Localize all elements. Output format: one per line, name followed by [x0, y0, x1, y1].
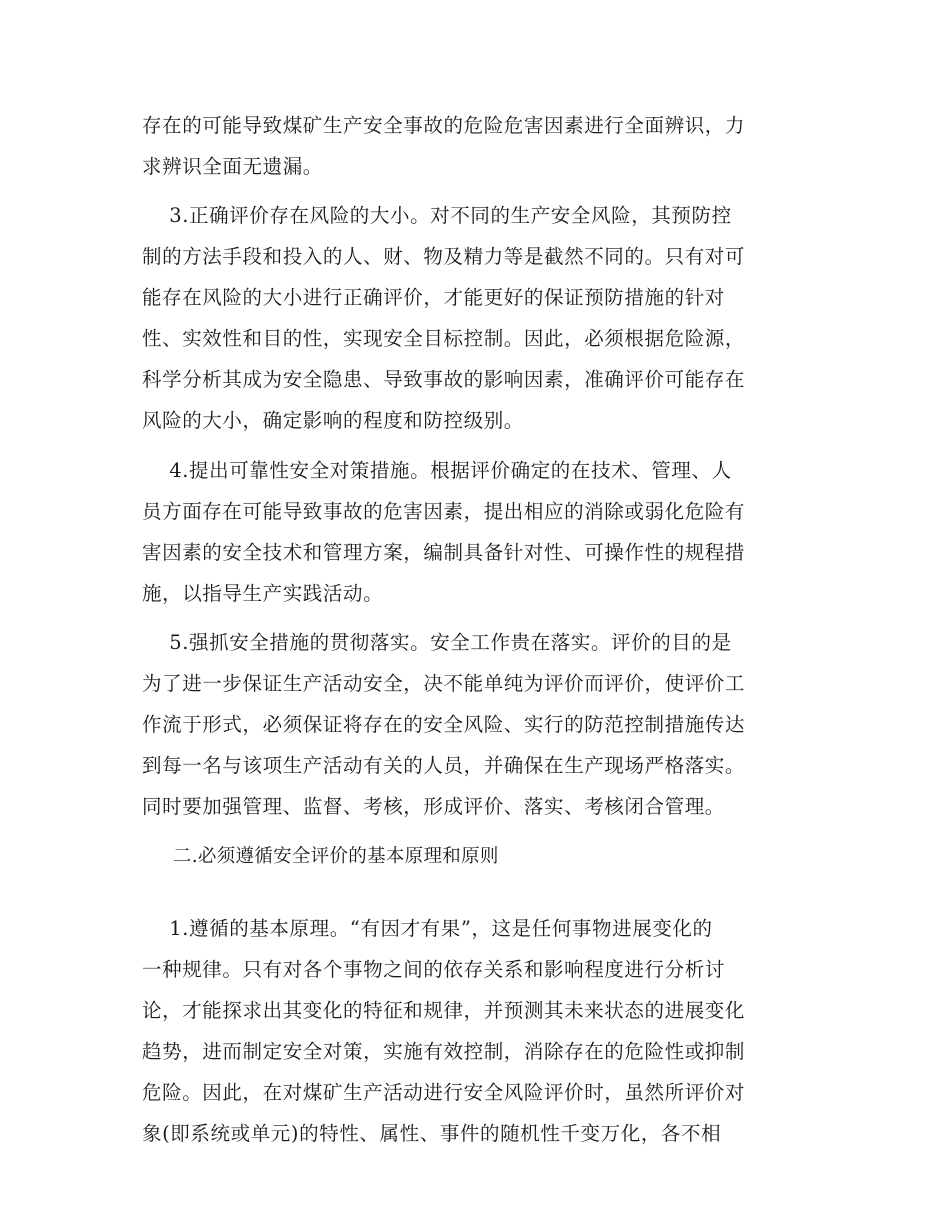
text-line: 同时要加强管理、监督、考核，形成评价、落实、考核闭合管理。: [142, 795, 725, 818]
paragraph-continuation: [142, 105, 798, 187]
text-line: 害因素的安全技术和管理方案，编制具备针对性、可操作性的规程措: [142, 541, 746, 564]
paragraph-2-1: [142, 908, 798, 1154]
section-heading-2: [142, 836, 798, 877]
text-line: 5.强抓安全措施的贯彻落实。安全工作贵在落实。评价的目的是: [142, 631, 732, 654]
text-line: 性、实效性和目的性，实现安全目标控制。因此，必须根据危险源，: [142, 327, 746, 350]
paragraph-4: [142, 450, 798, 614]
text-line: 4.提出可靠性安全对策措施。根据评价确定的在技术、管理、人: [142, 459, 732, 482]
text-line: 为了进一步保证生产活动安全，决不能单纯为评价而评价，使评价工: [142, 672, 746, 695]
text-line: 论，才能探求出其变化的特征和规律，并预测其未来状态的进展变化: [142, 999, 746, 1022]
heading-text: 二.必须遵循安全评价的基本原理和原则: [142, 846, 499, 867]
text-line: 员方面存在可能导致事故的危害因素，提出相应的消除或弱化危险有: [142, 500, 746, 523]
text-line: 作流于形式，必须保证将存在的安全风险、实行的防范控制措施传达: [142, 713, 746, 736]
text-line: 3.正确评价存在风险的大小。对不同的生产安全风险，其预防控: [142, 204, 732, 227]
text-line: 求辨识全面无遗漏。: [142, 155, 323, 178]
text-line: 制的方法手段和投入的人、财、物及精力等是截然不同的。只有对可: [142, 245, 746, 268]
text-line: 能存在风险的大小进行正确评价，才能更好的保证预防措施的针对: [142, 286, 725, 309]
text-line: 危险。因此，在对煤矿生产活动进行安全风险评价时，虽然所评价对: [142, 1081, 746, 1104]
text-line: 象(即系统或单元)的特性、属性、事件的随机性千变万化，各不相: [142, 1122, 722, 1145]
text-line: 到每一名与该项生产活动有关的人员，并确保在生产现场严格落实。: [142, 754, 746, 777]
paragraph-3: [142, 195, 798, 441]
paragraph-5: [142, 622, 798, 827]
text-line: 趋势，进而制定安全对策，实施有效控制，消除存在的危险性或抑制: [142, 1040, 746, 1063]
text-line: 一种规律。只有对各个事物之间的依存关系和影响程度进行分析讨: [142, 958, 725, 981]
text-line: 风险的大小，确定影响的程度和防控级别。: [142, 409, 524, 432]
text-line: 1.遵循的基本原理。“有因才有果”，这是任何事物进展变化的: [142, 917, 713, 940]
text-line: 科学分析其成为安全隐患、导致事故的影响因素，准确评价可能存在: [142, 368, 746, 391]
text-line: 施，以指导生产实践活动。: [142, 582, 384, 605]
text-line: 存在的可能导致煤矿生产安全事故的危险危害因素进行全面辨识，力: [142, 114, 746, 137]
